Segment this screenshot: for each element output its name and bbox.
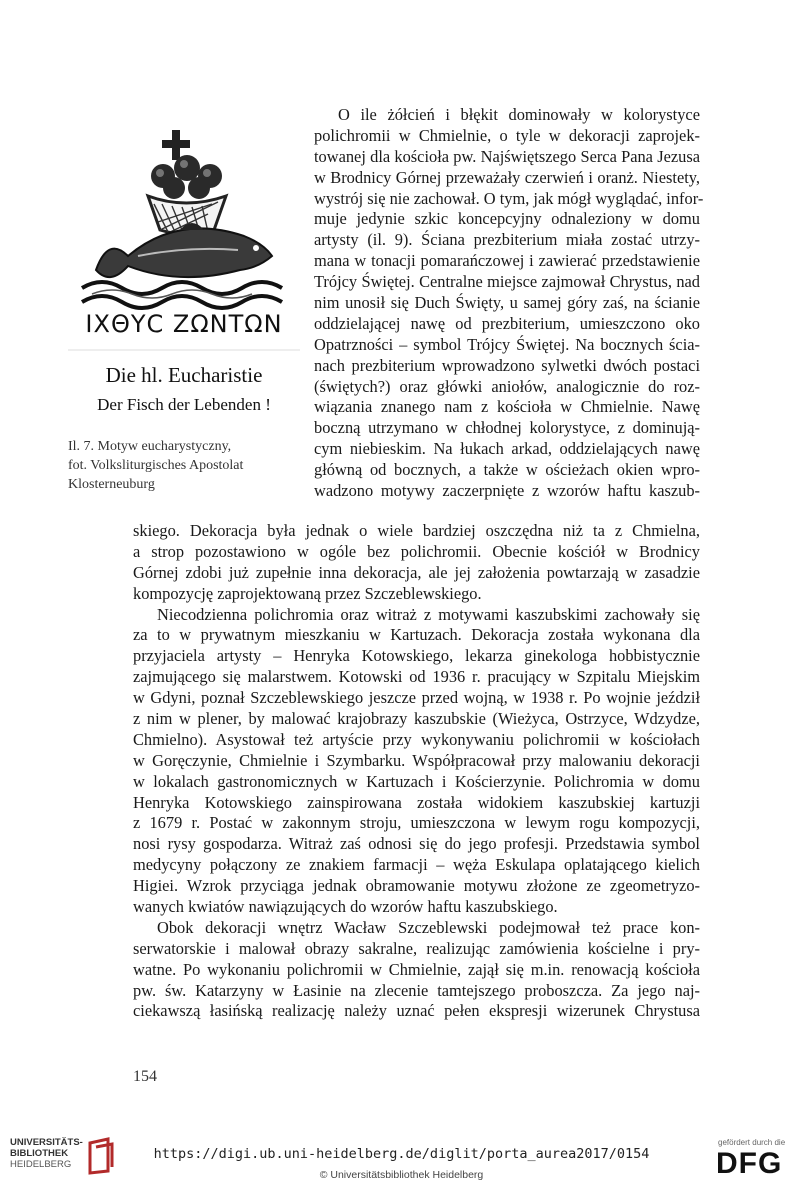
text-line: Trójcy Świętej. Centralne miejsce zajmował Chrystus, nad <box>314 272 700 292</box>
funding-label: gefördert durch die <box>718 1138 786 1147</box>
text-line: towanej dla kościoła pw. Najświętszego Serca Pana Jezusa <box>314 146 700 166</box>
body-text-wide <box>133 521 700 1022</box>
eucharist-fish-illustration <box>68 118 300 428</box>
text-line: pw. św. Katarzyny w Łasinie na zlecenie tamtejszego proboszcza. Za jego naj- <box>133 980 700 1000</box>
library-name-line: UNIVERSITÄTS- <box>10 1137 83 1148</box>
text-line: wanych kwiatów nawiązujących do wzorów haftu kaszubskiego. <box>133 897 558 917</box>
text-line: oddzielającej nawę od prezbiterium, umieszczono oko <box>314 313 700 333</box>
text-line: Obok dekoracji wnętrz Wacław Szczeblewski podejmował też prace kon- <box>157 917 700 937</box>
text-line: Niecodzienna polichromia oraz witraż z motywami kaszubskimi zachowały się <box>157 604 700 624</box>
text-line: medycyny połączony ze znakiem farmacji – węża Eskulapa oplatającego kielich <box>133 855 700 875</box>
fish-basket-drawing <box>68 118 300 428</box>
text-line: a strop pozostawiono w ogóle bez polichromii. Obecnie kościół w Brodnicy <box>133 541 700 561</box>
text-line: cym niebieskim. Na łukach arkad, oddzielających nawę <box>314 439 700 459</box>
text-line: przyjaciela artysty – Henryka Kotowskiego, lekarza ginekologa hobbistycznie <box>133 646 700 666</box>
text-line: z 1679 r. Postać w zakonnym stroju, umieszczona w lewym rogu kompozycji, <box>133 813 700 833</box>
document-url-link[interactable]: https://digi.ub.uni-heidelberg.de/diglit/porta_aurea2017/0154 <box>153 1146 650 1162</box>
text-line: nosi rysy gospodarza. Witraż zaś odnosi się do jego profesji. Przedstawia symbol <box>133 834 700 854</box>
figure-subtitle: Der Fisch der Lebenden ! <box>97 395 271 414</box>
figure-title: Die hl. Eucharistie <box>105 363 263 387</box>
text-line: skiego. Dekoracja była jednak o wiele bardziej oszczędna niż ta z Chmielna, <box>133 521 700 540</box>
text-line: z nim w plener, by malować krajobrazy kaszubskie (Wieżyca, Ostrzyce, Wdzydze, <box>133 709 700 729</box>
text-line: watne. Po wykonaniu polichromii w Chmielnie, zajął się m.in. renowacją kościoła <box>133 959 700 979</box>
text-line: wadzono motywy zaczerpnięte z wzorów haftu kaszub- <box>314 481 700 501</box>
text-line: mana w tonacji pomarańczowej i zawierać przedstawienie <box>314 251 700 271</box>
text-line: (świętych?) oraz główki aniołów, analogicznie do roz- <box>314 376 700 396</box>
text-line: nim unosił się Duch Święty, u samej góry zaś, na ścianie <box>314 293 700 313</box>
waves <box>82 282 282 308</box>
body-text-narrow <box>314 105 704 502</box>
text-line: Górnej zdobi już zupełnie inna dekoracja, ale jej założenia powtarzają w zasadzie <box>133 562 700 582</box>
copyright-notice: © Universitätsbibliothek Heidelberg <box>319 1169 484 1181</box>
library-name-line: HEIDELBERG <box>10 1159 72 1170</box>
text-line: Opatrzności – symbol Trójcy Świętej. Na bocznych ścia- <box>314 334 700 354</box>
text-line: muje jedynie szkic koncepcyjny odnaleziony w domu <box>314 209 700 229</box>
text-line: w lokalach gastronomicznych w Kartuzach i Kościerzynie. Polichromia w domu <box>133 771 700 791</box>
library-name-line: BIBLIOTHEK <box>10 1148 69 1159</box>
dfg-logo[interactable]: DFG <box>716 1147 783 1180</box>
text-line: zajmującego się malarstwem. Kotowski od 1936 r. pracujący w Szpitalu Miejskim <box>133 667 700 687</box>
text-line: serwatorskie i malował obrazy sakralne, realizując zamówienia kościelne i pry- <box>133 938 700 958</box>
text-line: Henryka Kotowskiego zainspirowana została widokiem kaszubskiej kartuzji <box>133 792 700 812</box>
caption-line: fot. Volksliturgisches Apostolat <box>68 458 244 473</box>
text-line: polichromii w Chmielnie, o tyle w dekoracji zaprojek- <box>314 125 700 145</box>
caption-line: Klosterneuburg <box>68 477 155 492</box>
text-line: za to w prywatnym mieszkaniu w Kartuzach. Dekoracja została wykonana dla <box>133 625 700 645</box>
text-line: w Gdyni, poznał Szczeblewskiego jeszcze przed wojną, w 1938 r. Po wojnie jeździł <box>133 688 700 708</box>
page-number: 154 <box>133 1068 157 1085</box>
greek-inscription: ΙΧΘΥϹ ΖΩΝΤΩΝ <box>85 310 283 338</box>
text-line: nach prezbiterium wprowadzono sylwetki dwóch postaci <box>314 355 700 375</box>
caption-line: Il. 7. Motyw eucharystyczny, <box>68 439 232 454</box>
fish <box>96 228 272 277</box>
text-line: wiązania znanego nam z kościoła w Chmielnie. Nawę <box>314 397 700 417</box>
text-line: boczną utrzymano w chłodnej kolorystyce, z dominują- <box>314 418 700 438</box>
text-line: wystrój się nie zachował. O tym, jak mógł wyglądać, infor- <box>314 188 704 208</box>
text-line: artysty (il. 9). Ściana prezbiterium miała zostać utrzy- <box>314 230 700 250</box>
text-line: Higiei. Wzrok przyciąga jednak obramowanie motywu złożone ze zgeometryzo- <box>133 876 700 896</box>
text-line: ciekawszą łasińską realizację należy uznać pełen ekspresji wizerunek Chrystusa <box>133 1001 700 1021</box>
text-line: w Goręczynie, Chmielnie i Szymbarku. Współpracował przy malowaniu dekoracji <box>133 750 700 770</box>
text-line: główną od bocznych, a także w ościeżach okien wpro- <box>314 460 700 480</box>
text-line: w Brodnicy Górnej przeważały czerwień i oranż. Niestety, <box>314 167 700 187</box>
figure-caption <box>68 437 300 494</box>
text-line: kompozycję zaprojektowaną przez Szczeblewskiego. <box>133 583 482 603</box>
text-line: O ile żółcień i błękit dominowały w kolorystyce <box>338 105 700 124</box>
text-line: Chmielno). Asystował też artyście przy wykonywaniu polichromii w kościołach <box>133 729 700 749</box>
